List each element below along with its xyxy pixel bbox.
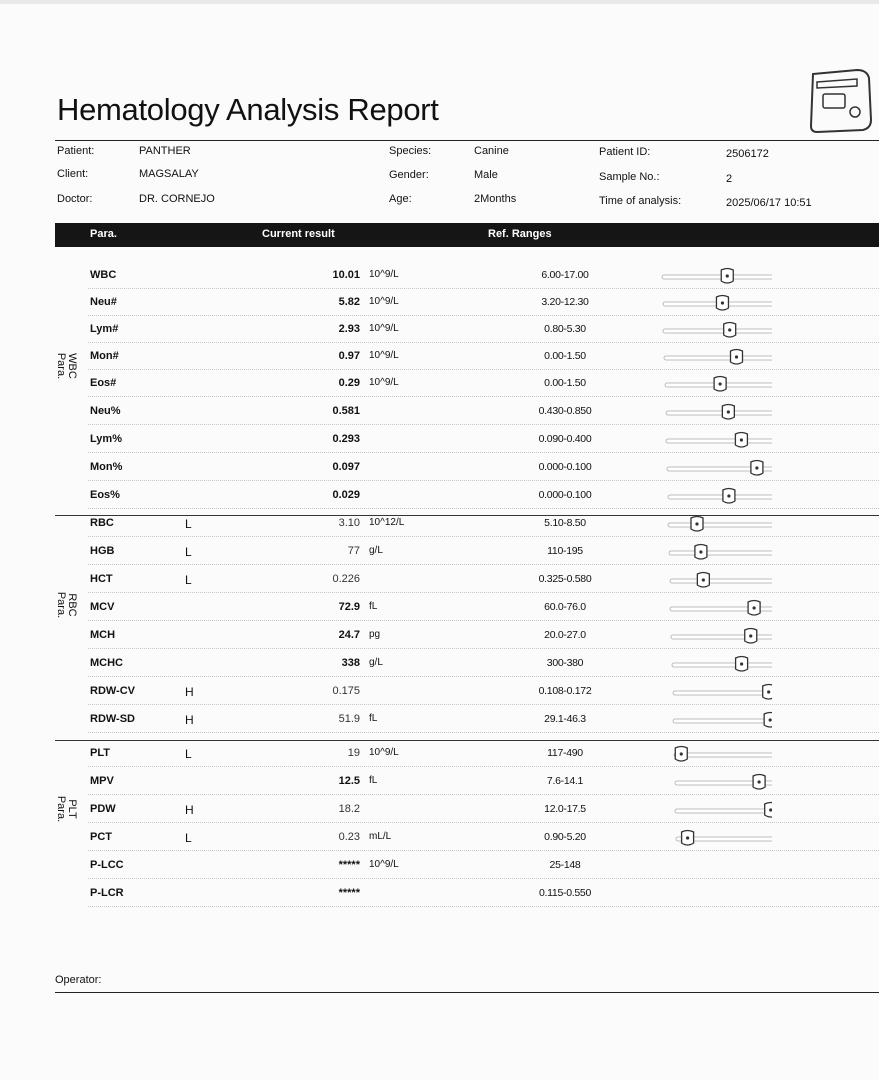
result-value: 0.226 [332,573,360,585]
reference-range: 60.0-76.0 [544,601,586,613]
reference-range: 20.0-27.0 [544,629,586,641]
reference-range: 0.325-0.580 [538,573,592,585]
reference-range: 117-490 [547,747,583,759]
range-track [664,356,772,360]
range-marker [722,405,734,420]
result-value: 10.01 [332,269,360,281]
result-value: 72.9 [338,601,360,613]
range-track [673,691,772,695]
param-name: Mon% [90,461,123,473]
range-marker [714,377,726,392]
range-marker [682,831,694,846]
range-indicator [612,317,772,345]
result-value: 0.097 [332,461,360,473]
reference-range: 0.430-0.850 [538,405,592,417]
range-indicator [612,567,772,595]
patient-id-value: 2506172 [726,148,769,160]
range-indicator [612,623,772,651]
range-indicator [612,769,772,797]
reference-range: 110-195 [547,545,583,557]
range-indicator [612,344,772,372]
doctor-label: Doctor: [57,193,93,205]
result-unit: pg [369,629,381,640]
result-value: 0.23 [338,831,360,843]
range-indicator [612,427,772,455]
range-marker [735,433,747,448]
result-value: 2.93 [338,323,360,335]
reference-range: 29.1-46.3 [544,713,586,725]
range-marker [721,269,733,284]
range-marker [748,601,760,616]
header-top-rule [55,140,879,141]
param-name: WBC [90,269,117,281]
param-name: RDW-SD [90,713,135,725]
table-row [55,511,879,539]
param-name: PDW [90,803,116,815]
abnormal-flag: L [185,747,192,761]
time-of-analysis-label: Time of analysis: [599,195,682,207]
header-current-result: Current result [262,228,335,240]
param-name: Neu% [90,405,121,417]
reference-range: 0.090-0.400 [538,433,592,445]
species-value: Canine [474,145,509,157]
param-name: RDW-CV [90,685,135,697]
result-value: 0.029 [332,489,360,501]
range-indicator [612,595,772,623]
range-marker [745,629,757,644]
param-name: P-LCC [90,859,124,871]
result-unit: fL [369,775,378,786]
abnormal-flag: H [185,803,194,817]
abnormal-flag: L [185,545,192,559]
doctor-value: DR. CORNEJO [139,193,215,205]
age-value: 2Months [474,193,517,205]
table-row [55,741,879,769]
range-indicator [612,707,772,735]
reference-range: 0.00-1.50 [544,350,586,362]
table-row [55,679,879,707]
sample-no-value: 2 [726,173,733,185]
header-ref-ranges: Ref. Ranges [488,228,552,240]
range-track [672,663,772,667]
param-name: HGB [90,545,115,557]
range-marker [765,803,772,818]
range-marker [763,685,772,700]
range-indicator [612,290,772,318]
result-unit: g/L [369,657,383,668]
header-para: Para. [90,228,117,240]
reference-range: 0.108-0.172 [538,685,592,697]
result-value: 77 [347,545,360,557]
range-marker [753,775,765,790]
client-value: MAGSALAY [139,168,199,180]
result-value: 0.29 [338,377,360,389]
range-track [673,719,772,723]
patient-label: Patient: [57,145,95,157]
species-label: Species: [389,145,432,157]
table-row [55,881,879,909]
operator-label: Operator: [55,974,102,986]
range-indicator [612,797,772,825]
range-indicator [612,483,772,511]
reference-range: 3.20-12.30 [541,296,589,308]
param-name: MCHC [90,657,123,669]
result-value: 338 [341,657,360,669]
param-name: Neu# [90,296,117,308]
table-row [55,290,879,318]
result-unit: fL [369,713,378,724]
range-indicator [612,825,772,853]
range-marker [675,747,687,762]
result-unit: 10^9/L [369,747,399,758]
abnormal-flag: L [185,831,192,845]
group-label-plt: PLT Para. [55,795,78,823]
table-row [55,263,879,291]
report-title: Hematology Analysis Report [57,92,439,127]
table-row [55,769,879,797]
range-track [666,411,772,415]
result-value: ***** [338,859,360,871]
table-row [55,427,879,455]
range-track [674,753,772,757]
range-track [662,275,772,279]
range-marker [697,573,709,588]
range-marker [731,350,743,365]
result-unit: fL [369,601,378,612]
reference-range: 12.0-17.5 [544,803,586,815]
table-row [55,853,879,881]
range-indicator [612,399,772,427]
param-name: MCV [90,601,115,613]
range-indicator [612,539,772,567]
reference-range: 0.90-5.20 [544,831,586,843]
range-indicator [612,679,772,707]
range-marker [736,657,748,672]
param-name: Lym% [90,433,122,445]
range-indicator [612,263,772,291]
reference-range: 300-380 [546,657,584,669]
table-row [55,825,879,853]
range-track [670,579,772,583]
param-name: MCH [90,629,116,641]
result-value: 5.82 [338,296,360,308]
param-name: Eos# [90,377,117,389]
result-unit: mL/L [369,831,392,842]
result-value: 51.9 [338,713,360,725]
table-row [55,317,879,345]
result-value: 0.581 [332,405,360,417]
param-name: RBC [90,517,114,529]
table-row [55,371,879,399]
time-of-analysis-value: 2025/06/17 10:51 [726,197,812,209]
table-row [55,623,879,651]
reference-range: 0.000-0.100 [538,461,592,473]
table-row [55,399,879,427]
analyzer-device-icon [805,68,875,136]
result-unit: 10^9/L [369,296,399,307]
client-label: Client: [57,168,89,180]
range-track [663,329,772,333]
result-unit: 10^9/L [369,377,399,388]
param-name: HCT [90,573,113,585]
result-value: ***** [338,887,360,899]
range-indicator [612,511,772,539]
range-indicator [612,455,772,483]
abnormal-flag: L [185,573,192,587]
range-track [668,523,772,527]
reference-range: 7.6-14.1 [546,775,584,787]
range-track [675,809,772,813]
result-value: 18.2 [338,803,360,815]
param-name: Lym# [90,323,119,335]
abnormal-flag: H [185,713,194,727]
reference-range: 5.10-8.50 [544,517,586,529]
reference-range: 6.00-17.00 [541,269,589,281]
range-indicator [612,741,772,769]
reference-range: 0.000-0.100 [538,489,592,501]
range-marker [691,517,703,532]
gender-label: Gender: [389,169,429,181]
abnormal-flag: H [185,685,194,699]
result-value: 12.5 [338,775,360,787]
result-value: 0.97 [338,350,360,362]
range-indicator [612,651,772,679]
range-track [669,551,772,555]
param-name: Eos% [90,489,120,501]
param-name: PLT [90,747,110,759]
range-track [666,439,772,443]
param-name: PCT [90,831,112,843]
result-unit: 10^9/L [369,859,399,870]
table-row [55,483,879,511]
result-value: 0.293 [332,433,360,445]
result-unit: 10^9/L [369,269,399,280]
group-label-rbc: RBC Para. [55,591,78,619]
param-name: MPV [90,775,114,787]
table-row [55,539,879,567]
table-row [55,567,879,595]
param-name: Mon# [90,350,119,362]
range-track [668,495,772,499]
table-row [55,455,879,483]
age-label: Age: [389,193,412,205]
table-row [55,707,879,735]
range-marker [716,296,728,311]
gender-value: Male [474,169,498,181]
table-row [55,595,879,623]
reference-range: 0.115-0.550 [539,887,591,899]
group-label-wbc: WBC Para. [55,352,78,380]
result-value: 24.7 [338,629,360,641]
table-header-bar [55,223,879,247]
patient-id-label: Patient ID: [599,146,651,158]
range-indicator [612,371,772,399]
range-marker [723,489,735,504]
reference-range: 0.80-5.30 [544,323,586,335]
result-value: 3.10 [338,517,360,529]
result-unit: 10^9/L [369,323,399,334]
abnormal-flag: L [185,517,192,531]
reference-range: 25-148 [549,859,581,871]
range-marker [764,713,772,728]
param-name: P-LCR [90,887,124,899]
row-divider [88,906,879,907]
result-value: 0.175 [332,685,360,697]
sample-no-label: Sample No.: [599,171,660,183]
reference-range: 0.00-1.50 [544,377,586,389]
result-unit: 10^12/L [369,517,405,528]
row-divider [88,878,879,879]
result-unit: 10^9/L [369,350,399,361]
range-marker [724,323,736,338]
result-value: 19 [347,747,360,759]
table-row [55,797,879,825]
patient-value: PANTHER [139,145,191,157]
result-unit: g/L [369,545,383,556]
table-row [55,651,879,679]
range-marker [695,545,707,560]
table-row [55,344,879,372]
footer-rule [55,992,879,993]
range-marker [751,461,763,476]
